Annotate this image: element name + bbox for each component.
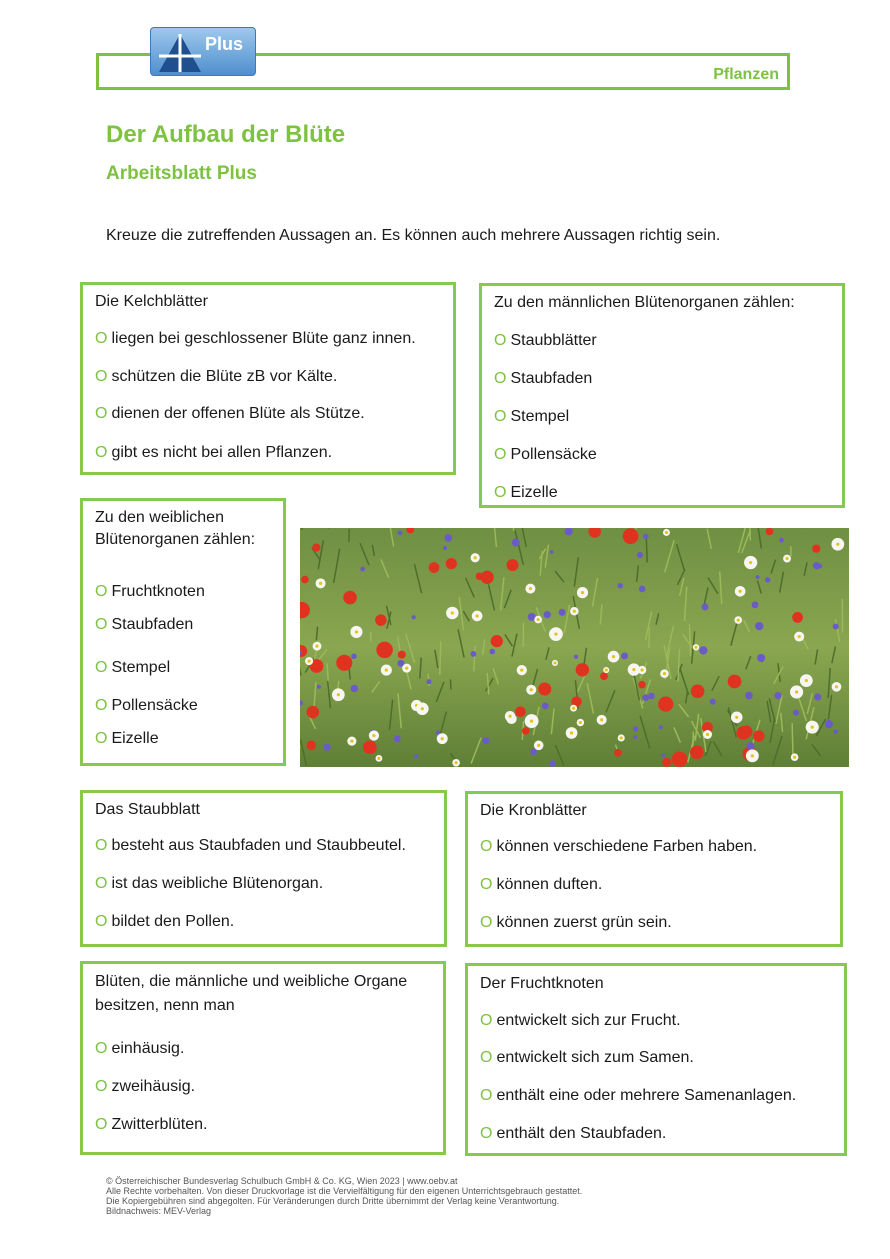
option-checkbox[interactable] xyxy=(95,616,193,634)
option-label: gibt es nicht bei allen Pflanzen. xyxy=(111,444,333,461)
cornflower-flower xyxy=(436,730,440,734)
option-circle-icon: O xyxy=(494,408,507,425)
option-checkbox[interactable] xyxy=(494,484,558,502)
daisy-center xyxy=(811,725,814,728)
poppy-flower xyxy=(480,571,493,584)
option-label: zweihäusig. xyxy=(111,1078,196,1095)
footer-copyright: © Österreichischer Bundesverlag Schulbuch GmbH & Co. KG, Wien 2023 | www.oebv.at xyxy=(106,1176,458,1186)
subject-label: Pflanzen xyxy=(713,66,779,83)
cornflower-flower xyxy=(833,730,838,735)
cornflower-flower xyxy=(530,748,537,755)
daisy-center xyxy=(529,587,532,590)
plus-logo xyxy=(150,27,256,76)
grass-stem xyxy=(649,628,650,649)
option-checkbox[interactable] xyxy=(480,1087,796,1105)
option-circle-icon: O xyxy=(95,1040,108,1057)
option-checkbox[interactable] xyxy=(480,914,672,932)
grass-stem xyxy=(450,679,451,689)
option-circle-icon: O xyxy=(494,332,507,349)
daisy-center xyxy=(372,734,375,737)
option-circle-icon: O xyxy=(95,405,108,422)
poppy-flower xyxy=(638,681,646,689)
poppy-flower xyxy=(515,706,526,717)
poppy-flower xyxy=(753,730,764,741)
cornflower-flower xyxy=(351,685,358,692)
cornflower-flower xyxy=(833,624,839,630)
option-circle-icon: O xyxy=(95,583,108,600)
option-checkbox[interactable] xyxy=(95,330,416,348)
question-box-fruchtknoten xyxy=(465,963,847,1156)
poppy-flower xyxy=(691,684,705,698)
cornflower-flower xyxy=(412,615,416,619)
option-circle-icon: O xyxy=(95,1078,108,1095)
page-subtitle: Arbeitsblatt Plus xyxy=(106,163,257,184)
box-title: Die Kronblätter xyxy=(480,802,587,819)
cornflower-flower xyxy=(544,611,551,618)
daisy-center xyxy=(600,718,603,721)
option-checkbox[interactable] xyxy=(95,1078,195,1096)
cornflower-flower xyxy=(765,577,770,582)
option-checkbox[interactable] xyxy=(494,446,597,464)
daisy-center xyxy=(553,661,556,664)
poppy-flower xyxy=(336,655,352,671)
poppy-flower xyxy=(307,740,317,750)
option-circle-icon: O xyxy=(95,616,108,633)
cornflower-flower xyxy=(642,694,649,701)
cornflower-flower xyxy=(702,604,709,611)
option-circle-icon: O xyxy=(480,838,493,855)
poppy-flower xyxy=(792,612,803,623)
box-title: Die Kelchblätter xyxy=(95,293,208,310)
instruction-text: Kreuze die zutreffenden Aussagen an. Es können auch mehrere Aussagen richtig sein. xyxy=(106,227,721,244)
option-label: Eizelle xyxy=(111,730,159,747)
poppy-flower xyxy=(728,675,742,689)
poppy-flower xyxy=(614,749,622,757)
cornflower-flower xyxy=(490,649,496,655)
cornflower-flower xyxy=(643,534,649,540)
daisy-center xyxy=(530,720,533,723)
daisy-center xyxy=(319,582,322,585)
option-checkbox[interactable] xyxy=(95,368,337,386)
poppy-flower xyxy=(363,740,377,754)
triangle-logo-icon xyxy=(155,30,205,74)
grass-stem xyxy=(440,641,441,674)
option-checkbox[interactable] xyxy=(95,405,365,423)
daisy-center xyxy=(355,630,358,633)
poppy-flower xyxy=(301,576,309,584)
cornflower-flower xyxy=(444,534,452,542)
daisy-center xyxy=(579,721,582,724)
poppy-flower xyxy=(600,672,608,680)
poppy-flower xyxy=(672,751,688,767)
option-label: bildet den Pollen. xyxy=(111,913,235,930)
option-checkbox[interactable] xyxy=(95,583,205,601)
option-checkbox[interactable] xyxy=(95,837,406,855)
option-label: besteht aus Staubfaden und Staubbeutel. xyxy=(111,837,406,854)
daisy-center xyxy=(795,690,798,693)
question-box-organe-beider-geschlechter xyxy=(80,961,446,1155)
daisy-center xyxy=(337,693,340,696)
daisy-center xyxy=(572,707,575,710)
option-label: Zwitterblüten. xyxy=(111,1116,208,1133)
option-circle-icon: O xyxy=(480,1087,493,1104)
cornflower-flower xyxy=(317,685,321,689)
cornflower-flower xyxy=(559,609,566,616)
daisy-center xyxy=(620,736,623,739)
option-circle-icon: O xyxy=(494,446,507,463)
cornflower-flower xyxy=(360,567,365,572)
cornflower-flower xyxy=(482,737,489,744)
option-label: entwickelt sich zur Frucht. xyxy=(496,1012,681,1029)
cornflower-flower xyxy=(637,552,643,558)
poppy-flower xyxy=(378,645,391,658)
daisy-center xyxy=(537,744,540,747)
poppy-flower xyxy=(576,663,589,676)
option-label: Staubfaden xyxy=(510,370,593,387)
cornflower-flower xyxy=(747,742,755,750)
option-label: können zuerst grün sein. xyxy=(496,914,672,931)
poppy-flower xyxy=(375,614,386,625)
cornflower-flower xyxy=(550,550,554,554)
option-circle-icon: O xyxy=(95,875,108,892)
option-checkbox[interactable] xyxy=(95,444,332,462)
daisy-center xyxy=(508,715,511,718)
poppy-flower xyxy=(398,651,406,659)
daisy-center xyxy=(421,707,424,710)
cornflower-flower xyxy=(659,725,663,729)
cornflower-flower xyxy=(710,699,716,705)
option-checkbox[interactable] xyxy=(494,408,569,426)
box-title: Zu den männlichen Blütenorganen zählen: xyxy=(494,294,795,311)
logo-text: Plus xyxy=(205,34,244,54)
footer xyxy=(106,1176,582,1216)
option-checkbox[interactable] xyxy=(480,838,757,856)
grass-stem xyxy=(646,538,647,563)
daisy-center xyxy=(836,543,839,546)
option-label: Eizelle xyxy=(510,484,558,501)
footer-fees: Die Kopiergebühren sind abgegolten. Für Veränderungen durch Dritte übernimmt der Verlag keine Verantwortung. xyxy=(106,1196,560,1206)
daisy-center xyxy=(405,667,408,670)
cornflower-flower xyxy=(779,538,784,543)
daisy-center xyxy=(455,761,458,764)
daisy-center xyxy=(632,668,635,671)
option-checkbox[interactable] xyxy=(480,1049,694,1067)
page-title: Der Aufbau der Blüte xyxy=(106,121,346,148)
daisy-center xyxy=(537,618,540,621)
daisy-center xyxy=(749,561,752,564)
daisy-center xyxy=(605,668,608,671)
daisy-center xyxy=(570,731,573,734)
flower-meadow-image xyxy=(300,528,849,767)
daisy-center xyxy=(835,685,838,688)
option-label: enthält den Staubfaden. xyxy=(496,1125,667,1142)
cornflower-flower xyxy=(757,654,765,662)
daisy-center xyxy=(663,672,666,675)
option-circle-icon: O xyxy=(95,659,108,676)
option-circle-icon: O xyxy=(95,368,108,385)
option-circle-icon: O xyxy=(480,876,493,893)
daisy-center xyxy=(474,556,477,559)
cornflower-flower xyxy=(542,702,549,709)
footer-image-credit: Bildnachweis: MEV-Verlag xyxy=(106,1206,212,1216)
cornflower-flower xyxy=(756,575,760,579)
daisy-center xyxy=(785,557,788,560)
option-circle-icon: O xyxy=(95,1116,108,1133)
option-label: Pollensäcke xyxy=(510,446,597,463)
cornflower-flower xyxy=(397,531,402,536)
poppy-flower xyxy=(507,559,519,571)
poppy-flower xyxy=(736,726,750,740)
option-label: Stempel xyxy=(510,408,570,425)
cornflower-flower xyxy=(745,692,753,700)
cornflower-flower xyxy=(755,622,763,630)
cornflower-flower xyxy=(661,754,665,758)
cornflower-flower xyxy=(443,546,447,550)
daisy-center xyxy=(581,591,584,594)
option-circle-icon: O xyxy=(480,1125,493,1142)
cornflower-flower xyxy=(774,692,781,699)
box-title-line1: Blüten, die männliche und weibliche Organe xyxy=(95,973,408,990)
daisy-center xyxy=(805,679,808,682)
poppy-flower xyxy=(538,682,551,695)
cornflower-flower xyxy=(574,655,578,659)
option-circle-icon: O xyxy=(95,444,108,461)
cornflower-flower xyxy=(639,586,646,593)
daisy-center xyxy=(377,757,380,760)
option-circle-icon: O xyxy=(95,330,108,347)
option-label: einhäusig. xyxy=(111,1040,185,1057)
option-checkbox[interactable] xyxy=(95,659,170,677)
daisy-center xyxy=(641,668,644,671)
cornflower-flower xyxy=(414,755,418,759)
daisy-center xyxy=(735,716,738,719)
option-label: enthält eine oder mehrere Samenanlagen. xyxy=(496,1087,797,1104)
daisy-center xyxy=(385,668,388,671)
option-checkbox[interactable] xyxy=(480,1125,666,1143)
cornflower-flower xyxy=(793,710,799,716)
cornflower-flower xyxy=(427,679,432,684)
daisy-center xyxy=(737,618,740,621)
poppy-flower xyxy=(312,543,320,551)
option-circle-icon: O xyxy=(95,837,108,854)
poppy-flower xyxy=(812,545,820,553)
daisy-center xyxy=(520,668,523,671)
option-label: Staubfaden xyxy=(111,616,194,633)
poppy-flower xyxy=(658,696,673,711)
cornflower-flower xyxy=(813,562,820,569)
footer-rights: Alle Rechte vorbehalten. Von dieser Druckvorlage ist die Vervielfältigung für den eigenen Unterrichtsgebrauch gestattet. xyxy=(106,1186,583,1196)
cornflower-flower xyxy=(549,760,555,766)
option-label: dienen der offenen Blüte als Stütze. xyxy=(111,405,365,422)
cornflower-flower xyxy=(633,735,637,739)
option-checkbox[interactable] xyxy=(95,697,198,715)
box-title: Der Fruchtknoten xyxy=(480,975,604,992)
option-circle-icon: O xyxy=(494,484,507,501)
grass-stem xyxy=(792,723,793,754)
poppy-flower xyxy=(491,635,503,647)
daisy-center xyxy=(751,754,754,757)
poppy-flower xyxy=(343,591,357,605)
poppy-flower xyxy=(307,706,320,719)
option-checkbox[interactable] xyxy=(480,1012,681,1030)
option-label: ist das weibliche Blütenorgan. xyxy=(111,875,324,892)
cornflower-flower xyxy=(323,744,330,751)
daisy-center xyxy=(315,645,318,648)
daisy-center xyxy=(793,756,796,759)
box-title: Das Staubblatt xyxy=(95,801,200,818)
option-circle-icon: O xyxy=(95,730,108,747)
poppy-flower xyxy=(662,758,671,767)
cornflower-flower xyxy=(471,651,477,657)
option-checkbox[interactable] xyxy=(95,913,234,931)
daisy-center xyxy=(739,590,742,593)
cornflower-flower xyxy=(621,653,628,660)
daisy-center xyxy=(307,660,310,663)
cornflower-flower xyxy=(814,693,821,700)
cornflower-flower xyxy=(351,653,357,659)
option-circle-icon: O xyxy=(95,913,108,930)
option-label: liegen bei geschlossener Blüte ganz innen. xyxy=(111,330,416,347)
box-title-line2: Blütenorganen zählen: xyxy=(95,531,256,548)
option-checkbox[interactable] xyxy=(95,875,323,893)
cornflower-flower xyxy=(825,720,833,728)
option-circle-icon: O xyxy=(480,914,493,931)
option-checkbox[interactable] xyxy=(95,730,159,748)
daisy-center xyxy=(476,614,479,617)
box-title-line1: Zu den weiblichen xyxy=(95,509,224,526)
cornflower-flower xyxy=(512,539,520,547)
daisy-center xyxy=(573,610,576,613)
cornflower-flower xyxy=(394,735,401,742)
daisy-center xyxy=(451,611,454,614)
cornflower-flower xyxy=(648,693,654,699)
daisy-center xyxy=(706,733,709,736)
option-label: entwickelt sich zum Samen. xyxy=(496,1049,694,1066)
option-checkbox[interactable] xyxy=(494,332,597,350)
question-box-kelchblaetter xyxy=(80,282,456,475)
option-label: schützen die Blüte zB vor Kälte. xyxy=(111,368,338,385)
option-checkbox[interactable] xyxy=(95,1040,184,1058)
poppy-flower xyxy=(623,528,639,544)
question-box-staubblatt xyxy=(80,790,447,947)
daisy-center xyxy=(798,635,801,638)
cornflower-flower xyxy=(752,601,759,608)
question-box-kronblaetter xyxy=(465,791,843,947)
option-circle-icon: O xyxy=(95,697,108,714)
poppy-flower xyxy=(429,562,440,573)
option-label: können verschiedene Farben haben. xyxy=(496,838,758,855)
daisy-center xyxy=(612,655,615,658)
poppy-flower xyxy=(690,745,704,759)
question-box-weibliche-organe xyxy=(80,498,286,766)
option-circle-icon: O xyxy=(494,370,507,387)
daisy-center xyxy=(694,646,697,649)
question-box-maennliche-organe xyxy=(479,283,845,508)
box-title-line2: besitzen, nenn man xyxy=(95,997,235,1014)
option-label: Fruchtknoten xyxy=(111,583,205,600)
option-checkbox[interactable] xyxy=(95,1116,208,1134)
daisy-center xyxy=(441,737,444,740)
option-checkbox[interactable] xyxy=(480,876,602,894)
cornflower-flower xyxy=(617,583,622,588)
poppy-flower xyxy=(522,727,530,735)
daisy-center xyxy=(350,740,353,743)
daisy-center xyxy=(665,531,668,534)
option-label: können duften. xyxy=(496,876,603,893)
daisy-center xyxy=(554,633,557,636)
option-label: Staubblätter xyxy=(510,332,597,349)
daisy-center xyxy=(530,688,533,691)
option-checkbox[interactable] xyxy=(494,370,592,388)
meadow-illustration xyxy=(300,528,849,767)
option-circle-icon: O xyxy=(480,1012,493,1029)
poppy-flower xyxy=(446,558,457,569)
cornflower-flower xyxy=(633,726,638,731)
option-label: Stempel xyxy=(111,659,171,676)
option-label: Pollensäcke xyxy=(111,697,198,714)
option-circle-icon: O xyxy=(480,1049,493,1066)
cornflower-flower xyxy=(699,646,707,654)
